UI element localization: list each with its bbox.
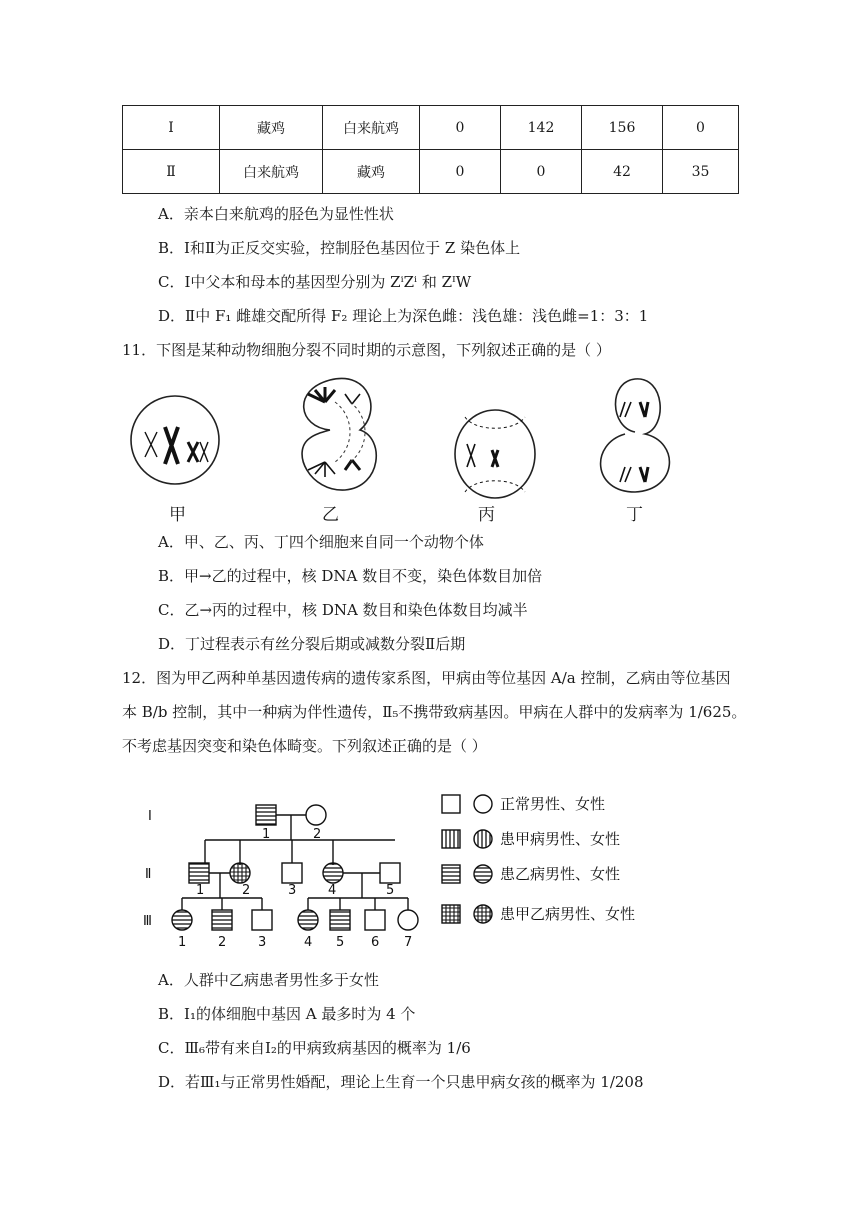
pedigree-III1 bbox=[172, 910, 192, 930]
id-II4: 4 bbox=[328, 883, 337, 898]
cell-label-yi: 乙 bbox=[322, 505, 339, 525]
id-III7: 7 bbox=[404, 935, 413, 950]
id-I2: 2 bbox=[313, 827, 322, 842]
id-III1: 1 bbox=[178, 935, 187, 950]
cell-label-bing: 丙 bbox=[478, 505, 495, 525]
table-cell: 42 bbox=[582, 150, 663, 194]
table-cell: 0 bbox=[663, 106, 739, 150]
q12-option-d: D．若Ⅲ₁与正常男性婚配，理论上生育一个只患甲病女孩的概率为 1/208 bbox=[158, 1073, 644, 1091]
q10-option-c: C．Ⅰ中父本和母本的基因型分别为 ZⁱZⁱ 和 ZᴵW bbox=[158, 273, 472, 291]
pedigree-III7 bbox=[398, 910, 418, 930]
id-I1: 1 bbox=[262, 827, 271, 842]
id-III2: 2 bbox=[218, 935, 227, 950]
gen-label-I: Ⅰ bbox=[148, 809, 152, 824]
legend-normal: 正常男性、女性 bbox=[500, 795, 606, 813]
id-III5: 5 bbox=[336, 935, 345, 950]
table-cell: Ⅱ bbox=[123, 150, 220, 194]
q12-option-a: A．人群中乙病患者男性多于女性 bbox=[158, 971, 379, 989]
legend-jia: 患甲病男性、女性 bbox=[500, 830, 621, 848]
pedigree-II4 bbox=[323, 863, 343, 883]
table-cell: 35 bbox=[663, 150, 739, 194]
table-cell: 156 bbox=[582, 106, 663, 150]
table-cell: 142 bbox=[501, 106, 582, 150]
q10-option-a: A．亲本白来航鸡的胫色为显性性状 bbox=[158, 205, 394, 223]
cell-label-jia: 甲 bbox=[169, 505, 186, 525]
q12-stem-line3: 不考虑基因突变和染色体畸变。下列叙述正确的是（ ） bbox=[122, 737, 487, 755]
q12-stem-line1: 12．图为甲乙两种单基因遗传病的遗传家系图，甲病由等位基因 A/a 控制，乙病由等位基因 bbox=[122, 669, 731, 687]
table-cell: 藏鸡 bbox=[220, 106, 323, 150]
pedigree-II1 bbox=[189, 863, 209, 883]
pedigree-II3 bbox=[282, 863, 302, 883]
q10-option-d: D．Ⅱ中 F₁ 雌雄交配所得 F₂ 理论上为深色雌：浅色雄：浅色雌=1：3：1 bbox=[158, 307, 649, 325]
id-III4: 4 bbox=[304, 935, 313, 950]
id-II5: 5 bbox=[386, 883, 395, 898]
cell-label-ding: 丁 bbox=[626, 505, 643, 525]
q12-stem-line2: 本 B/b 控制，其中一种病为伴性遗传，Ⅱ₅不携带致病基因。甲病在人群中的发病率为 1/625。 bbox=[122, 703, 747, 721]
q11-option-b: B．甲→乙的过程中，核 DNA 数目不变，染色体数目加倍 bbox=[158, 567, 543, 585]
table-cell: 白来航鸡 bbox=[323, 106, 420, 150]
gen-label-II: Ⅱ bbox=[145, 867, 152, 882]
pedigree-III4 bbox=[298, 910, 318, 930]
cross-result-table bbox=[122, 105, 739, 194]
table-cell: 0 bbox=[420, 150, 501, 194]
table-cell: 0 bbox=[501, 150, 582, 194]
pedigree-I1 bbox=[256, 805, 276, 825]
id-II1: 1 bbox=[196, 883, 205, 898]
pedigree-II5 bbox=[380, 863, 400, 883]
q11-option-c: C．乙→丙的过程中，核 DNA 数目和染色体数目均减半 bbox=[158, 601, 528, 619]
id-II3: 3 bbox=[288, 883, 297, 898]
pedigree-figure bbox=[140, 790, 670, 955]
id-II2: 2 bbox=[242, 883, 251, 898]
pedigree-II2 bbox=[230, 863, 250, 883]
q11-option-a: A．甲、乙、丙、丁四个细胞来自同一个动物个体 bbox=[158, 533, 484, 551]
id-III3: 3 bbox=[258, 935, 267, 950]
table-cell: 0 bbox=[420, 106, 501, 150]
cell-division-figure bbox=[120, 372, 680, 522]
pedigree-I2 bbox=[306, 805, 326, 825]
pedigree-III3 bbox=[252, 910, 272, 930]
table-row bbox=[123, 150, 739, 194]
pedigree-III6 bbox=[365, 910, 385, 930]
table-cell: 藏鸡 bbox=[323, 150, 420, 194]
q12-option-b: B．Ⅰ₁的体细胞中基因 A 最多时为 4 个 bbox=[158, 1005, 416, 1023]
table-cell: Ⅰ bbox=[123, 106, 220, 150]
legend-jiayi: 患甲乙病男性、女性 bbox=[500, 905, 636, 923]
q12-option-c: C．Ⅲ₆带有来自Ⅰ₂的甲病致病基因的概率为 1/6 bbox=[158, 1039, 471, 1057]
q11-option-d: D．丁过程表示有丝分裂后期或减数分裂Ⅱ后期 bbox=[158, 635, 466, 653]
id-III6: 6 bbox=[371, 935, 380, 950]
table-row bbox=[123, 106, 739, 150]
q11-stem: 11．下图是某种动物细胞分裂不同时期的示意图，下列叙述正确的是（ ） bbox=[122, 341, 611, 359]
pedigree-III2 bbox=[212, 910, 232, 930]
pedigree-III5 bbox=[330, 910, 350, 930]
gen-label-III: Ⅲ bbox=[143, 914, 152, 929]
cell-ding bbox=[601, 379, 670, 492]
legend-yi: 患乙病男性、女性 bbox=[500, 865, 621, 883]
q10-option-b: B．Ⅰ和Ⅱ为正反交实验，控制胫色基因位于 Z 染色体上 bbox=[158, 239, 521, 257]
table-cell: 白来航鸡 bbox=[220, 150, 323, 194]
